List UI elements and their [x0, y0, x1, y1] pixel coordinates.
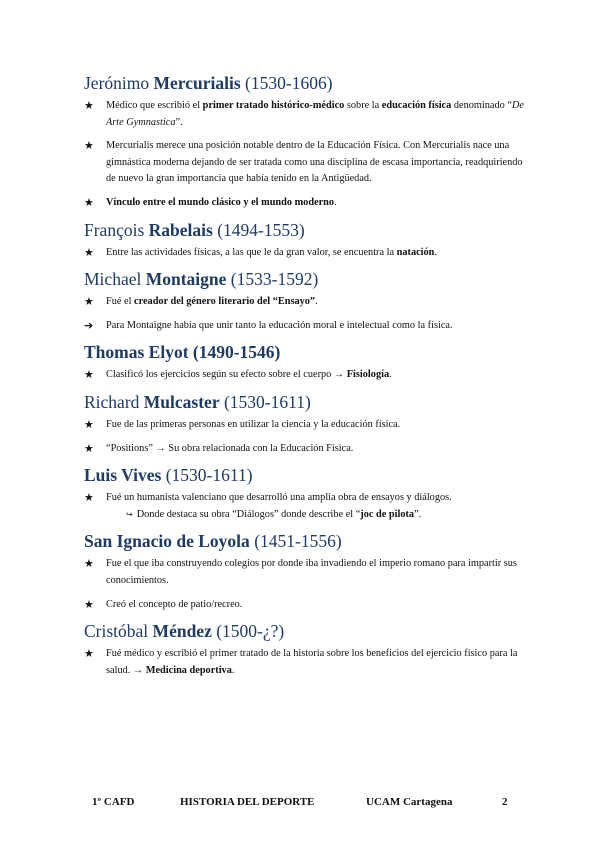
section-rabelais	[84, 219, 524, 262]
section-mercurialis	[84, 72, 524, 212]
bullet-item: ★ Fué el creador del género literario del “Ensayo”.	[84, 294, 524, 311]
section-heading: Richard Mulcaster (1530-1611)	[84, 391, 311, 412]
star-bullet-icon: ★	[84, 245, 94, 259]
section-heading: San Ignacio de Loyola (1451-1556)	[84, 531, 342, 552]
footer-subject: HISTORIA DEL DEPORTE	[180, 796, 315, 808]
star-bullet-icon: ★	[84, 597, 94, 611]
star-bullet-icon: ★	[84, 441, 94, 455]
bullet-item: ★ Fue de las primeras personas en utilizar la ciencia y la educación física.	[84, 417, 524, 434]
star-bullet-icon: ★	[84, 368, 94, 382]
footer-course: 1º CAFD	[92, 796, 135, 808]
return-arrow-icon: ↪	[126, 509, 133, 519]
star-bullet-icon: ★	[84, 139, 94, 153]
section-elyot	[84, 341, 524, 384]
bullet-item: ★ Clasificó los ejercicios según su efecto sobre el cuerpo → Fisiología.	[84, 367, 524, 384]
arrow-bullet-icon: ➔	[84, 318, 94, 332]
section-mendez	[84, 620, 524, 679]
section-montaigne	[84, 268, 524, 334]
section-heading: Jerónimo Mercurialis (1530-1606)	[84, 73, 333, 93]
section-heading: Luis Vives (1530-1611)	[84, 465, 253, 486]
star-bullet-icon: ★	[84, 417, 94, 431]
bullet-item: ★ Fué médico y escribió el primer tratado de la historia sobre los beneficios del ejercicio físico para la salud. → Medicina deportiva.	[84, 647, 518, 676]
section-vives	[84, 464, 524, 523]
bullet-item: ★ Mercurialis merece una posición notable dentro de la Educación Física. Con Mercurialis nace una gimnástica moderna dejando de ser tratada como una disciplina de escasa importancia, readquiriendo de nuevo la gran importancia que había tenido en la Antigüedad.	[84, 139, 523, 185]
bullet-item: ★ Entre las actividades físicas, a las que le da gran valor, se encuentra la natación.	[84, 245, 524, 262]
footer-institution: UCAM Cartagena	[366, 796, 453, 808]
bullet-item: ★ Fué un humanista valenciano que desarrolló una amplia obra de ensayos y diálogos. ↪ Donde destaca su obra “Diálogos” donde describe el “joc de pilota”.	[84, 490, 524, 523]
bullet-item: ➔ Para Montaigne había que unir tanto la educación moral e intelectual como la física.	[84, 318, 524, 335]
section-heading: Michael Montaigne (1533-1592)	[84, 269, 319, 290]
page-number: 2	[502, 796, 508, 808]
section-heading: François Rabelais (1494-1553)	[84, 219, 305, 240]
star-bullet-icon: ★	[84, 557, 94, 571]
star-bullet-icon: ★	[84, 647, 94, 661]
bullet-item: ★ Vínculo entre el mundo clásico y el mundo moderno.	[84, 195, 524, 212]
section-heading: Thomas Elyot (1490-1546)	[84, 342, 281, 363]
bullet-item: ★ “Positions” → Su obra relacionada con la Educación Física.	[84, 441, 524, 458]
star-bullet-icon: ★	[84, 491, 94, 505]
bullet-item: ★ Creó el concepto de patio/recreo.	[84, 597, 524, 614]
star-bullet-icon: ★	[84, 295, 94, 309]
sub-item: ↪ Donde destaca su obra “Diálogos” donde describe el “joc de pilota”.	[126, 508, 422, 520]
section-heading: Cristóbal Méndez (1500-¿?)	[84, 621, 285, 642]
section-mulcaster	[84, 391, 524, 457]
bullet-item: ★ Médico que escribió el primer tratado histórico-médico sobre la educación física denominado “De Arte Gymnastica”.	[84, 99, 524, 128]
star-bullet-icon: ★	[84, 99, 94, 112]
bullet-item: ★ Fue el que iba construyendo colegios por donde iba invadiendo el imperio romano para impartir sus conocimientos.	[84, 557, 517, 586]
star-bullet-icon: ★	[84, 195, 94, 209]
document-body	[84, 72, 524, 686]
section-loyola	[84, 530, 524, 613]
